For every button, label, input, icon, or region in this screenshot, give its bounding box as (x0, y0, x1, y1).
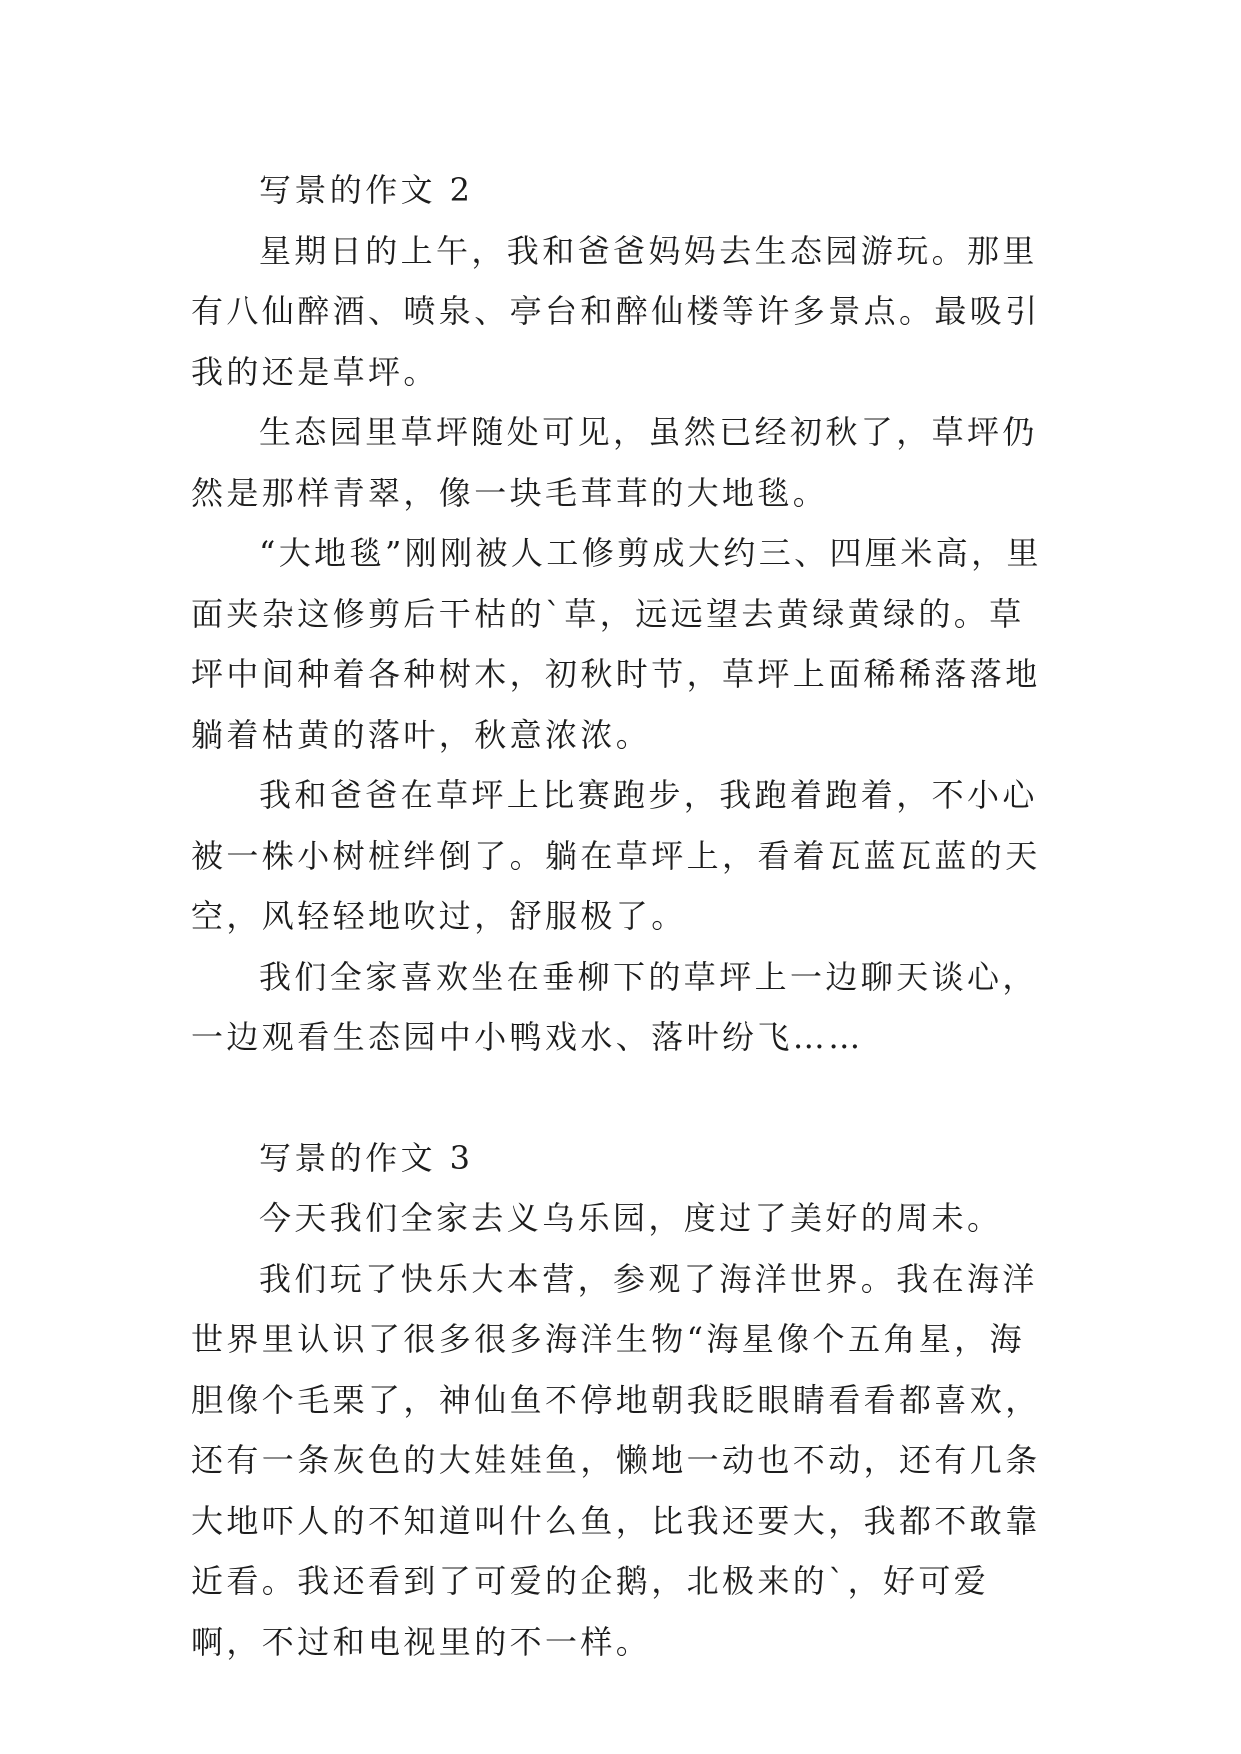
essay-2 (191, 160, 1059, 1068)
document-body (191, 160, 1059, 1672)
essay-paragraph: 我们玩了快乐大本营，参观了海洋世界。我在海洋世界里认识了很多很多海洋生物“海星像个五角星，海胆像个毛栗了，神仙鱼不停地朝我眨眼睛看看都喜欢，还有一条灰色的大娃娃鱼，懒地一动也不动，还有几条大地吓人的不知道叫什么鱼，比我还要大，我都不敢靠近看。我还看到了可爱的企鹅，北极来的`，好可爱啊，不过和电视里的不一样。 (191, 1259, 1041, 1661)
essay-title: 写景的作文 2 (259, 171, 474, 209)
essay-paragraph: 我们全家喜欢坐在垂柳下的草坪上一边聊天谈心，一边观看生态园中小鸭戏水、落叶纷飞…… (191, 957, 1038, 1056)
essay-paragraph: 生态园里草坪随处可见，虽然已经初秋了，草坪仍然是那样青翠，像一块毛茸茸的大地毯。 (191, 413, 1038, 512)
essay-title: 写景的作文 3 (259, 1138, 474, 1177)
section-spacer (191, 1068, 1059, 1128)
essay-3 (191, 1128, 1059, 1673)
essay-paragraph: 今天我们全家去义乌乐园，度过了美好的周未。 (259, 1199, 1003, 1237)
essay-paragraph: “大地毯”刚刚被人工修剪成大约三、四厘米高，里面夹杂这修剪后干枯的`草，远远望去黄绿黄绿的。草坪中间种着各种树木，初秋时节，草坪上面稀稀落落地躺着枯黄的落叶，秋意浓浓。 (191, 534, 1042, 754)
essay-paragraph: 星期日的上午，我和爸爸妈妈去生态园游玩。那里有八仙醉酒、喷泉、亭台和醉仙楼等许多景点。最吸引我的还是草坪。 (191, 231, 1041, 391)
essay-paragraph: 我和爸爸在草坪上比赛跑步，我跑着跑着，不小心被一株小树桩绊倒了。躺在草坪上，看着瓦蓝瓦蓝的天空，风轻轻地吹过，舒服极了。 (191, 776, 1041, 935)
